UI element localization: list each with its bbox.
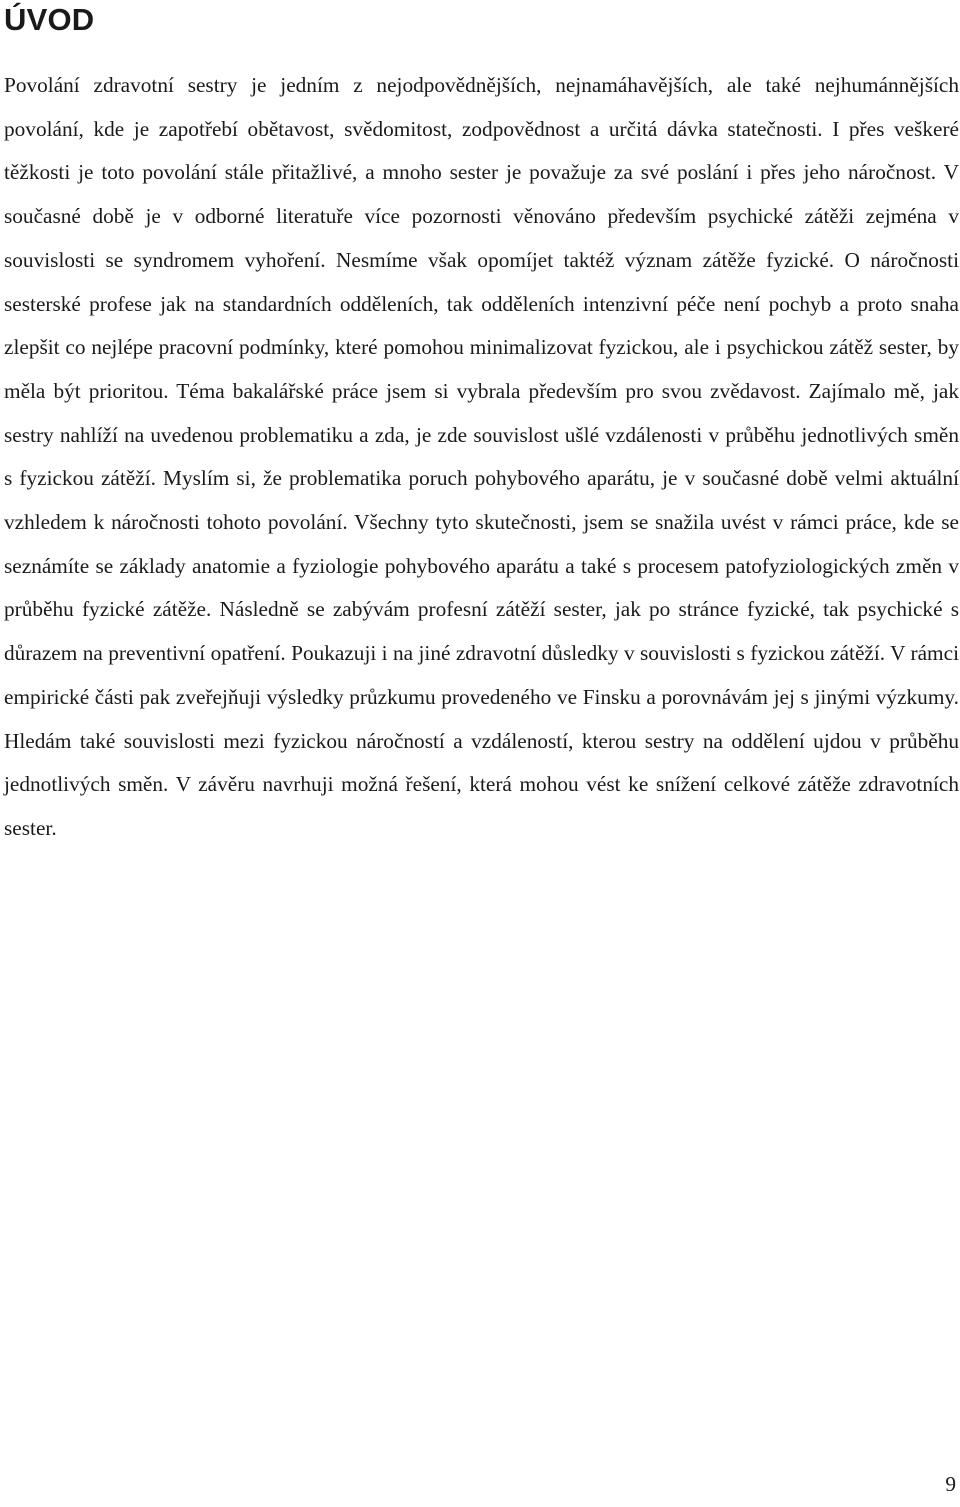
page-title: ÚVOD [4, 2, 95, 37]
page-number: 9 [945, 1472, 956, 1496]
body-paragraph: Povolání zdravotní sestry je jedním z nejodpovědnějších, nejnamáhavějších, ale také nejhumánnějších povolání, kde je zapotřebí obětavost, svědomitost, zodpovědnost a určitá dávka statečnosti. I přes veškeré těžkosti je toto povolání stále přitažlivé, a mnoho sester je považuje za své poslání i přes jeho náročnost. V současné době je v odborné literatuře více pozornosti věnováno především psychické zátěži zejména v souvislosti se syndromem vyhoření. Nesmíme však opomíjet taktéž význam zátěže fyzické. O náročnosti sesterské profese jak na standardních odděleních, tak odděleních intenzivní péče není pochyb a proto snaha zlepšit co nejlépe pracovní podmínky, které pomohou minimalizovat fyzickou, ale i psychickou zátěž sester, by měla být prioritou. Téma bakalářské práce jsem si vybrala především pro svou zvědavost. Zajímalo mě, jak sestry nahlíží na uvedenou problematiku a zda, je zde souvislost ušlé vzdálenosti v průběhu jednotlivých směn s fyzickou zátěží. Myslím si, že problematika poruch pohybového aparátu, je v současné době velmi aktuální vzhledem k náročnosti tohoto povolání. Všechny tyto skutečnosti, jsem se snažila uvést v rámci práce, kde se seznámíte se základy anatomie a fyziologie pohybového aparátu a také s procesem patofyziologických změn v průběhu fyzické zátěže. Následně se zabývám profesní zátěží sester, jak po stránce fyzické, tak psychické s důrazem na preventivní opatření. Poukazuji i na jiné zdravotní důsledky v souvislosti s fyzickou zátěží. V rámci empirické části pak zveřejňuji výsledky průzkumu provedeného ve Finsku a porovnávám jej s jinými výzkumy. Hledám také souvislosti mezi fyzickou náročností a vzdáleností, kterou sestry na oddělení ujdou v průběhu jednotlivých směn. V závěru navrhuji možná řešení, která mohou vést ke snížení celkové zátěže zdravotních sester. [4, 73, 959, 840]
